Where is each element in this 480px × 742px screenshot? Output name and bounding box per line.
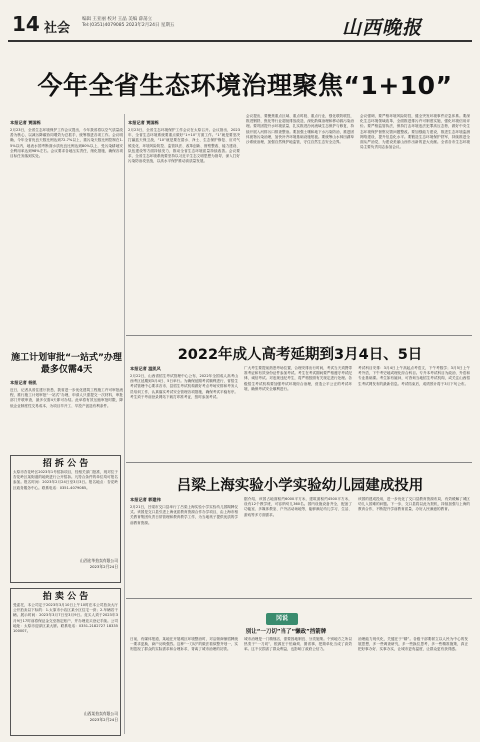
newspaper-logo: 山西晚报 xyxy=(342,17,423,39)
exam-separator xyxy=(126,462,472,463)
editor-line: 编辑 王亚丽 校对 王晶 美编 薛荡立 xyxy=(82,17,153,22)
left-article-2 xyxy=(10,352,123,450)
page-number: 14 xyxy=(12,12,40,36)
commentary-col-1: 日前，有媒体报道，某地在开展城区环境整治时，对沿街商铺招牌统一要求更换，商户反映强烈。这种“一刀切”的做法看似整齐划一，实则忽视了群众的实际需求和合理诉求，背离了城市治理的初衷。 xyxy=(130,637,238,652)
kindergarten-col-2: 据介绍，该园占地面积约6000平方米，建筑面积约4500平方米，设有12个教学班，可容纳幼儿360名。园内设施设备齐全，配备了功能室、多媒体教室、户外活动场地等，能够满足幼儿学习、生活、游戏等多方面需求。 xyxy=(244,497,352,517)
approval-text: 近日，记者从省住建厅获悉，我省进一步优化建筑工程施工许可审批流程，推行施工计划审批“一站式”办理，申请人只需提交一次材料，审批部门并联审查，最多仅需4天即可办结。此举将有效压缩审批时限，降低企业制度性交易成本，为项目早开工、早投产创造有利条件。 xyxy=(10,388,123,408)
left-column xyxy=(10,120,123,338)
approval-byline: 本报记者 杨凯 xyxy=(10,380,37,385)
notice-2-sign: 山西某拍卖有限公司 xyxy=(83,711,118,716)
lead-headline: 今年全省生态环境治理聚焦“1+10” xyxy=(37,71,453,100)
masthead xyxy=(0,0,480,44)
commentary-headline: 别让“一刀切”当了“懒政”挡箭牌 xyxy=(245,629,327,635)
notice-1-title: 招 拆 公 告 xyxy=(42,459,89,469)
date-line: Tel:(0351)4079085 2023年2月24日 星期五 xyxy=(82,23,175,28)
lead-col-3: 会议强调，要严格环境风险防控，健全突发环境事件应急体系。要深化生态环境领域改革，全面推进排污许可制度实施，强化环境信用评价。要严格监管执法，保持打击环境违法犯罪高压态势，做好中央生态环境保护督察反馈问题整改。要加强能力建设，推进生态环境监测网络建设，提升信息化水平。要锻造生态环境保护铁军，持续推进全面从严治党，为建设美丽山西作出新的更大贡献。全省各市生态环境局主要负责同志参加会议。 xyxy=(360,114,470,150)
lead-byline: 本报记者 贾国栋 xyxy=(128,120,159,125)
approval-headline: 施工计划审批“一站式”办理最多仅需4天 xyxy=(11,353,122,375)
notice-1-date: 2023年2月24日 xyxy=(89,564,118,569)
commentary-col-2: 城市治理是一门精细活，需要因地制宜、分类施策。个别地方之所以热衷于“一刀切”，根源在于怕麻烦、图省事，把简单化当成了高效率。这不仅损害了群众利益，也影响了政府公信力。 xyxy=(244,637,352,652)
notice-2-text: 受委托，本公司定于2023年3月10日上午10时在本公司拍卖大厅公开拍卖以下标的：1.太原市小店区某小区住宅一套；2.车辆若干辆。展示时间：2023年3月7日至3月9日。竞买人须于2023年3月9日17时前将保证金交至指定账户，并办理竞买登记手续。公司地址：太原市迎泽区某大厦。联系电话：0351-2182727 18335100007。 xyxy=(13,603,118,634)
kindergarten-headline: 吕梁上海实验小学实验幼儿园建成投用 xyxy=(176,478,424,494)
notice-box-1 xyxy=(10,455,121,583)
commentary-section xyxy=(126,598,472,739)
left-byline: 本报记者 贾国栋 xyxy=(10,120,41,125)
masthead-meta xyxy=(82,17,262,29)
lead-separator xyxy=(126,335,472,336)
kindergarten-col-3: 该园的建成投用，进一步优化了交口县教育资源布局，有效缓解了城区幼儿入园难的问题。下一步，交口县将以此为契机，持续加强与上海的教育合作，不断提升学前教育质量，办好人民满意的教育。 xyxy=(358,497,470,512)
notice-2-date: 2023年2月24日 xyxy=(89,717,118,722)
exam-byline: 本报记者 温凯风 xyxy=(130,366,161,371)
commentary-col-3: 治理能力现代化，关键在于“精”。各级干部要树立以人民为中心的发展思想，多一些调查研究，多一些换位思考，多一些精准施策，真正把好事办好、实事办实，让城市更有温度，让群众更有获得感。 xyxy=(358,637,468,652)
masthead-rule xyxy=(8,40,472,42)
exam-col-1: 2月22日，山西省招生考试管理中心公布，2022年全国成人高考山西考区延期到3月4日、5日举行。为确保延期考试顺利进行，省招生考试管理中心要求各市、县招生考试机构做好考点考场安排和考务人员培训工作，认真落实考试安全管理各项措施，确保考试平稳有序。考生须于考前登录网站下载打印准考证，按时参加考试。 xyxy=(130,374,238,399)
commentary-tag: 冈说 xyxy=(266,613,298,625)
notice-box-2 xyxy=(10,588,121,736)
lead-col-2: 会议提出，要聚焦重点区域、重点时段、重点行业，强化联防联控，推进钢铁、焦化等行业超低排放改造，深化散煤治理和移动源污染治理。要巩固提升水环境质量，扎实推进汾河流域生态保护与修复，持续开展入河排污口排查整治。要加强土壤和地下水污染防治，推进固体废物污染治理，加快补齐环境基础设施短板。要统筹山水林田湖草沙系统治理，加强自然保护地监管，守住自然生态安全边界。 xyxy=(246,114,354,145)
exam-headline: 2022年成人高考延期到3月4日、5日 xyxy=(177,347,423,363)
notice-1-sign: 山西宏华拍卖有限公司 xyxy=(80,558,118,563)
exam-col-2: 广大考生要提前熟悉考场位置，合理安排出行时间，考试当天须携带准考证和有效身份证件参加考试。考生在考试期间要严格遵守考试纪律，诚信考试。对违规违纪考生，将严格按照有关规定进行处理。各级招生考试机构要加强考试环境综合治理，营造公平公正的考试环境，确保考试安全顺利进行。 xyxy=(244,366,352,391)
kindergarten-byline: 本报记者 郭建伟 xyxy=(130,497,161,502)
kindergarten-col-1: 2月21日，吕梁市交口县举行了吕梁上海实验小学实验幼儿园揭牌仪式。该园是交口县引进上海优质教育资源合作办学项目，由上海市相关教育集团负责日常管理和教育教学工作，为当地孩子提供优质的学前教育资源。 xyxy=(130,505,238,525)
left-article-text: 2月23日，全省生态环境保护工作会议提出，今年我省将以空气质量改善为核心，以减污降碳协同增效为总抓手，统筹推进各项工作。会议明确，今年全省优良天数比例达到72.7%以上，重污染天数比例控制在1.5%以内，地表水国考断面水质优良比例达到80%以上，受污染耕地安全利用率达到98%左右。会议要求各地压实责任，细化措施，确保各项目标任务落到实处。 xyxy=(10,128,123,159)
section-name: 社会 xyxy=(44,21,71,36)
notice-1-text: 太原市杏花岭区2023年1号招拆项目，经相关部门批准，现对位于杏花岭区某街道的地块进行公开招拆。凡符合条件的单位均可报名参加。报名时间：2023年2月24日至3月3日。报名地点：杏花岭区政务服务中心。联系电话：0351-4079085。 xyxy=(13,470,118,490)
left-vertical-rule xyxy=(124,114,125,734)
notice-2-title: 拍 卖 公 告 xyxy=(42,592,89,602)
exam-col-3: 考试科目安排：3月4日上午高起点考语文，下午考数学；3月5日上午考外语，下午考史地或理化综合科目。专升本考试科目为政治、外语和专业基础课。考生如有疑问，可咨询当地招生考试机构，或关注山西招生考试网发布的最新信息。考试结束后，成绩预计将于3月下旬公布。 xyxy=(358,366,470,386)
lead-col-1: 2月23日，全省生态环境保护工作会议在太原召开。会议指出，2023年，全省生态环境系统要重点做好“1+10”方面工作。“1”就是要坚决打赢蓝天保卫战，“10”就是要在碧水、净土、生态保护修复、应对气候变化、环境风险防控、监管执法、改革创新、督察整改、能力建设、队伍建设等方面持续发力，推动全省生态环境质量持续改善。会议要求，全省生态环境系统要坚持以习近平生态文明思想为指导，深入打好污染防治攻坚战，以高水平保护推动高质量发展。 xyxy=(128,128,240,164)
